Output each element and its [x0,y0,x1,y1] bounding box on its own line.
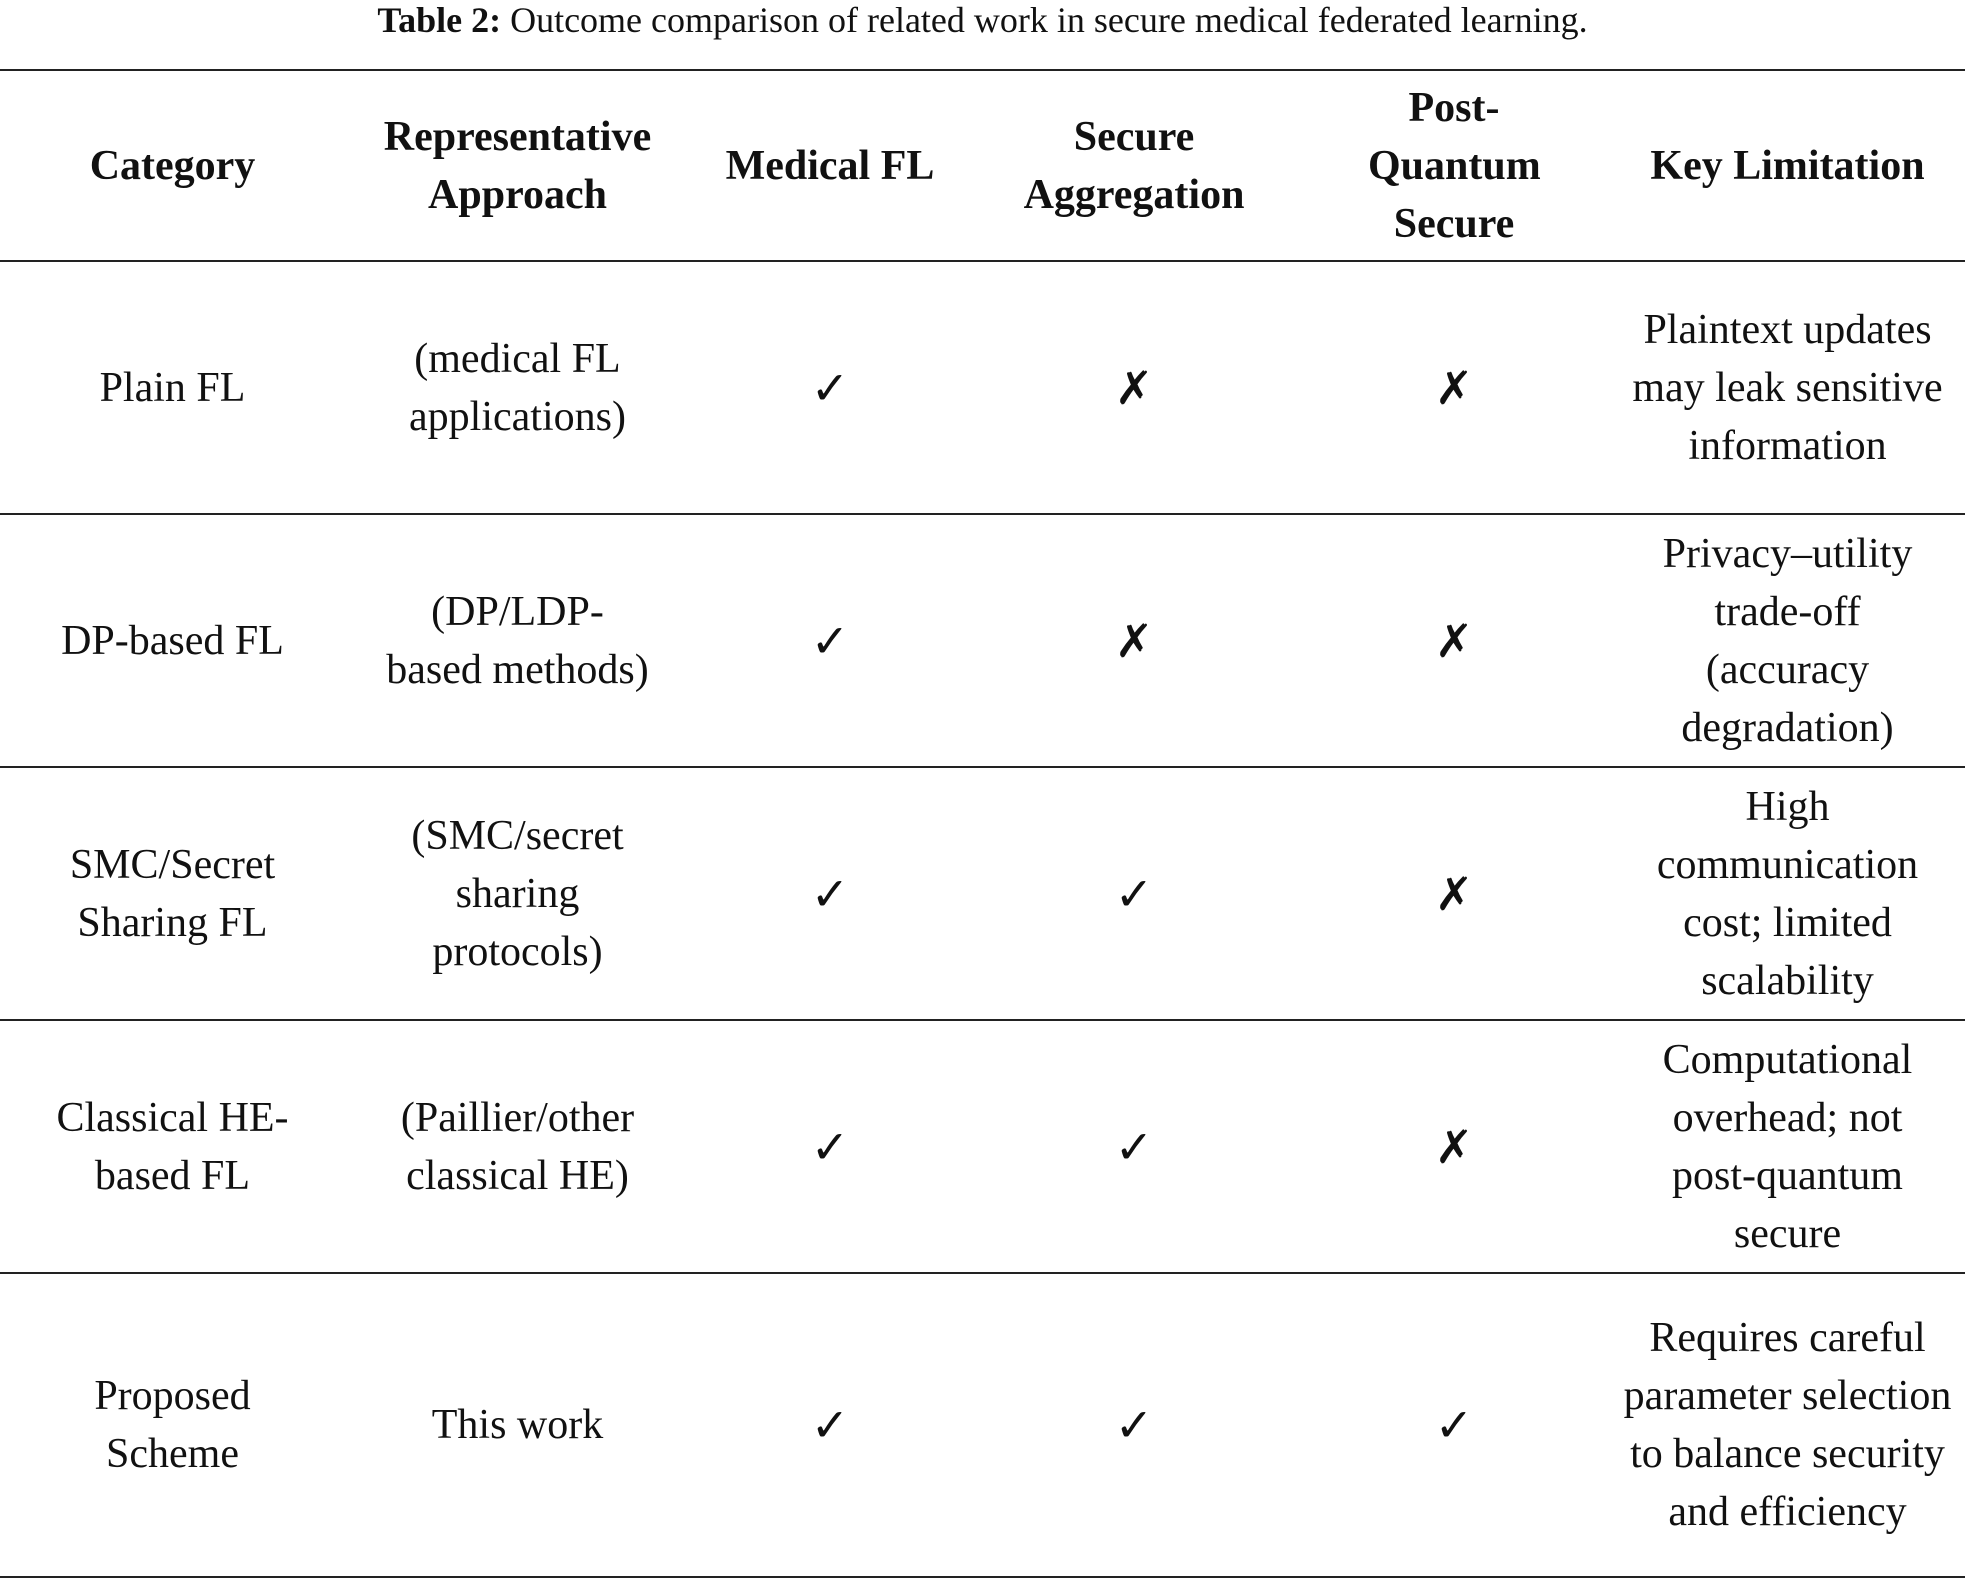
cell-approach: This work [345,1273,690,1577]
cell-secure-aggregation: ✓ [970,767,1298,1020]
cell-secure-aggregation: ✓ [970,1273,1298,1577]
cell-category: DP-based FL [0,514,345,767]
header-post-quantum: Post-Quantum Secure [1298,70,1610,261]
cell-post-quantum: ✓ [1298,1273,1610,1577]
cell-limitation: Plaintext updates may leak sensitive information [1610,261,1965,514]
cell-limitation: Privacy–utility trade-off (accuracy degradation) [1610,514,1965,767]
header-row [0,70,1965,261]
cell-secure-aggregation: ✗ [970,261,1298,514]
table-row [0,1020,1965,1273]
cell-medical-fl: ✓ [690,514,970,767]
header-category: Category [0,70,345,261]
cell-category: Proposed Scheme [0,1273,345,1577]
cell-limitation: High communication cost; limited scalability [1610,767,1965,1020]
cell-post-quantum: ✗ [1298,514,1610,767]
table-row [0,514,1965,767]
cell-post-quantum: ✗ [1298,1020,1610,1273]
cell-post-quantum: ✗ [1298,261,1610,514]
table-row [0,261,1965,514]
cell-secure-aggregation: ✓ [970,1020,1298,1273]
header-key-limitation: Key Limitation [1610,70,1965,261]
cell-category: Classical HE-based FL [0,1020,345,1273]
cell-approach: (DP/LDP-based methods) [345,514,690,767]
cell-approach: (Paillier/other classical HE) [345,1020,690,1273]
cell-approach: (SMC/secret sharing protocols) [345,767,690,1020]
table-caption [0,0,1965,40]
cell-limitation: Requires careful parameter selection to balance security and efficiency [1610,1273,1965,1577]
cell-medical-fl: ✓ [690,261,970,514]
comparison-table [0,69,1965,1578]
caption-label: Table 2: [377,0,502,40]
table-row [0,1273,1965,1577]
cell-medical-fl: ✓ [690,1273,970,1577]
cell-medical-fl: ✓ [690,1020,970,1273]
header-approach: Representative Approach [345,70,690,261]
cell-post-quantum: ✗ [1298,767,1610,1020]
cell-limitation: Computational overhead; not post-quantum secure [1610,1020,1965,1273]
header-secure-aggregation: Secure Aggregation [970,70,1298,261]
caption-text: Outcome comparison of related work in secure medical federated learning. [510,0,1588,40]
header-medical-fl: Medical FL [690,70,970,261]
cell-category: SMC/Secret Sharing FL [0,767,345,1020]
cell-secure-aggregation: ✗ [970,514,1298,767]
cell-category: Plain FL [0,261,345,514]
table-row [0,767,1965,1020]
cell-medical-fl: ✓ [690,767,970,1020]
cell-approach: (medical FL applications) [345,261,690,514]
